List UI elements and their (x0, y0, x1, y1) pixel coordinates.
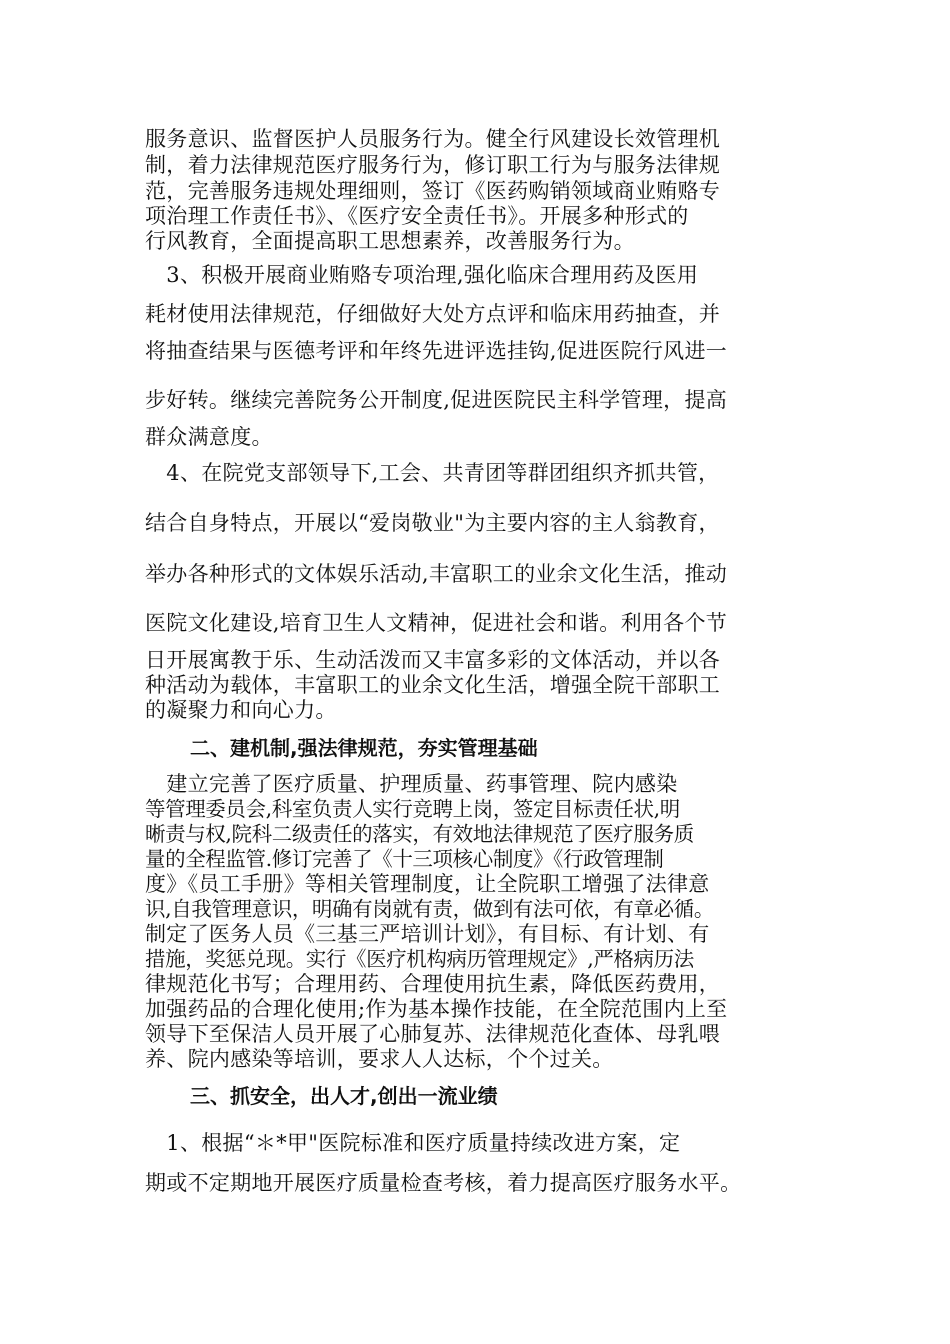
para2-line-5: 群众满意度。 (145, 425, 273, 449)
para3-line-5: 日开展寓教于乐、生动活泼而又丰富多彩的文体活动，并以各 (145, 648, 721, 672)
para4-line-2: 等管理委员会,科室负责人实行竞聘上岗，签定目标责任状,明 (145, 797, 680, 821)
para4-line-11: 领导下至保洁人员开展了心肺复苏、法律规范化查体、母乳喂 (145, 1022, 721, 1046)
para3-line-1: 4、在院党支部领导下,工会、共青团等群团组织齐抓共管， (145, 461, 720, 485)
para1-line-3: 范，完善服务违规处理细则，签订《医药购销领域商业贿赂专 (145, 179, 721, 203)
para1-line-2: 制，着力法律规范医疗服务行为，修订职工行为与服务法律规 (145, 153, 721, 177)
para3-line-2: 结合自身特点，开展以“爱岗敬业"为主要内容的主人翁教育， (145, 511, 720, 535)
para4-line-6: 识,自我管理意识，明确有岗就有责，做到有法可依，有章必循。 (145, 897, 714, 921)
para4-line-8: 措施，奖惩兑现。实行《医疗机构病历管理规定》,严格病历法 (145, 947, 694, 971)
para4-line-10: 加强药品的合理化使用;作为基本操作技能，在全院范围内上至 (145, 997, 728, 1021)
para2-line-1: 3、积极开展商业贿赂专项治理,强化临床合理用药及医用 (145, 263, 699, 287)
para3-line-4: 医院文化建设,培育卫生人文精神，促进社会和谐。利用各个节 (145, 611, 728, 635)
para4-line-12: 养、院内感染等培训，要求人人达标，个个过关。 (145, 1047, 614, 1071)
para2-line-4: 步好转。继续完善院务公开制度,促进医院民主科学管理，提高 (145, 388, 728, 412)
para4-line-1: 建立完善了医疗质量、护理质量、药事管理、院内感染 (145, 772, 678, 796)
para1-line-4: 项治理工作责任书》、《医疗安全责任书》。开展多种形式的 (145, 204, 689, 228)
para1-line-1: 服务意识、监督医护人员服务行为。健全行风建设长效管理机 (145, 127, 721, 151)
para5-line-1: 1、根据“＊*甲"医院标准和医疗质量持续改进方案，定 (145, 1131, 681, 1155)
para4-line-7: 制定了医务人员《三基三严培训计划》，有目标、有计划、有 (145, 922, 710, 946)
para5-line-2: 期或不定期地开展医疗质量检查考核，着力提高医疗服务水平。 (145, 1171, 742, 1195)
para2-line-3: 将抽查结果与医德考评和年终先进评选挂钩,促进医院行风进一 (145, 339, 728, 363)
para3-line-6: 种活动为载体，丰富职工的业余文化生活，增强全院干部职工 (145, 673, 721, 697)
para1-line-5: 行风教育，全面提高职工思想素养，改善服务行为。 (145, 229, 635, 253)
section-heading-3: 三、抓安全，出人才,创出一流业绩 (190, 1084, 498, 1108)
para2-line-2: 耗材使用法律规范，仔细做好大处方点评和临床用药抽查，并 (145, 302, 721, 326)
para4-line-3: 晰责与权,院科二级责任的落实，有效地法律规范了医疗服务质 (145, 822, 694, 846)
para4-line-9: 律规范化书写；合理用药、合理使用抗生素，降低医药费用， (145, 972, 721, 996)
para4-line-4: 量的全程监管.修订完善了《十三项核心制度》《行政管理制 (145, 847, 664, 871)
para4-line-5: 度》《员工手册》等相关管理制度，让全院职工增强了法律意 (145, 872, 710, 896)
section-heading-2: 二、建机制,强法律规范，夯实管理基础 (190, 736, 538, 760)
para3-line-7: 的凝聚力和向心力。 (145, 698, 337, 722)
para3-line-3: 举办各种形式的文体娱乐活动,丰富职工的业余文化生活，推动 (145, 562, 728, 586)
